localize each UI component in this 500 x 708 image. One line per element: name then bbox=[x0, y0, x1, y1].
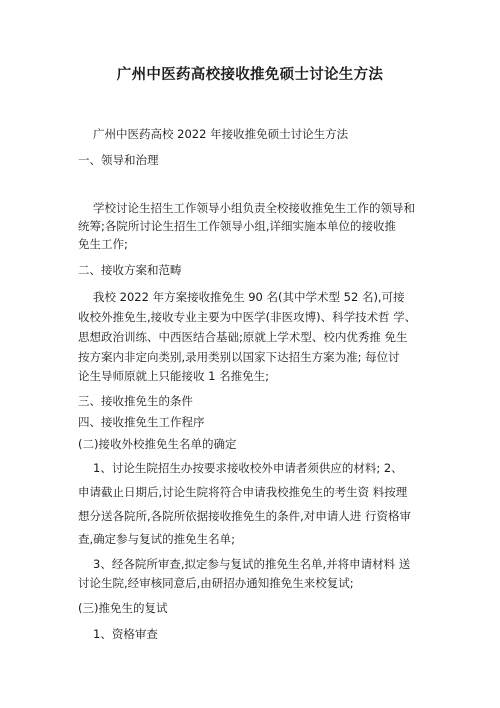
paragraph-line: 我校 2022 年方案接收推免生 90 名(其中学术型 52 名),可接 bbox=[93, 290, 405, 304]
paragraph-line: 学校讨论生招生工作领导小组负责全校接收推免生工作的领导和 bbox=[93, 201, 415, 215]
paragraph-line: 思想政治训练、中西医结合基础;原就上学术型、校内优秀推 免生 bbox=[78, 330, 408, 344]
paragraph-line: 1、讨论生院招生办按要求接收校外申请者须供应的材料; 2、 bbox=[93, 461, 403, 475]
section-heading: 四、接收推免生工作程序 bbox=[78, 415, 205, 429]
subtitle-line: 广州中医药高校 2022 年接收推免硕士讨论生方法 bbox=[93, 127, 349, 141]
paragraph-line: 按方案内非定向类别,录用类别以国家下达招生方案为准; 每位讨 bbox=[78, 350, 400, 364]
paragraph-line: 统筹;各院所讨论生招生工作领导小组,详细实施本单位的接收推 bbox=[78, 219, 397, 233]
paragraph-line: 讨论生院,经审核同意后,由研招办通知推免生来校复试; bbox=[78, 576, 354, 590]
paragraph-line: 3、经各院所审查,拟定参与复试的推免生名单,并将申请材料 送 bbox=[93, 557, 411, 571]
subsection-heading: (二)接收外校推免生名单的确定 bbox=[78, 437, 237, 451]
paragraph-line: 论生导师原就上只能接收 1 名推免生; bbox=[78, 369, 270, 383]
paragraph-line: 申请截止日期后,讨论生院将符合申请我校推免生的考生资 料按理 bbox=[78, 485, 408, 499]
subsection-heading: (三)推免生的复试 bbox=[78, 601, 168, 615]
section-heading: 二、接收方案和范畴 bbox=[78, 263, 182, 277]
section-heading: 一、领导和治理 bbox=[78, 153, 159, 167]
paragraph-line: 收校外推免生,接收专业主要为中医学(非医攻博)、科学技术哲 学、 bbox=[78, 310, 417, 324]
section-heading: 三、接收推免生的条件 bbox=[78, 394, 193, 408]
paragraph-line: 想分送各院所,各院所依据接收推免生的条件,对申请人进 行资格审 bbox=[78, 509, 411, 523]
document-title: 广州中医药高校接收推免硕士讨论生方法 bbox=[116, 67, 384, 83]
paragraph-line: 免生工作; bbox=[78, 237, 128, 251]
paragraph-line: 查,确定参与复试的推免生名单; bbox=[78, 532, 236, 546]
paragraph-line: 1、资格审查 bbox=[93, 627, 158, 641]
